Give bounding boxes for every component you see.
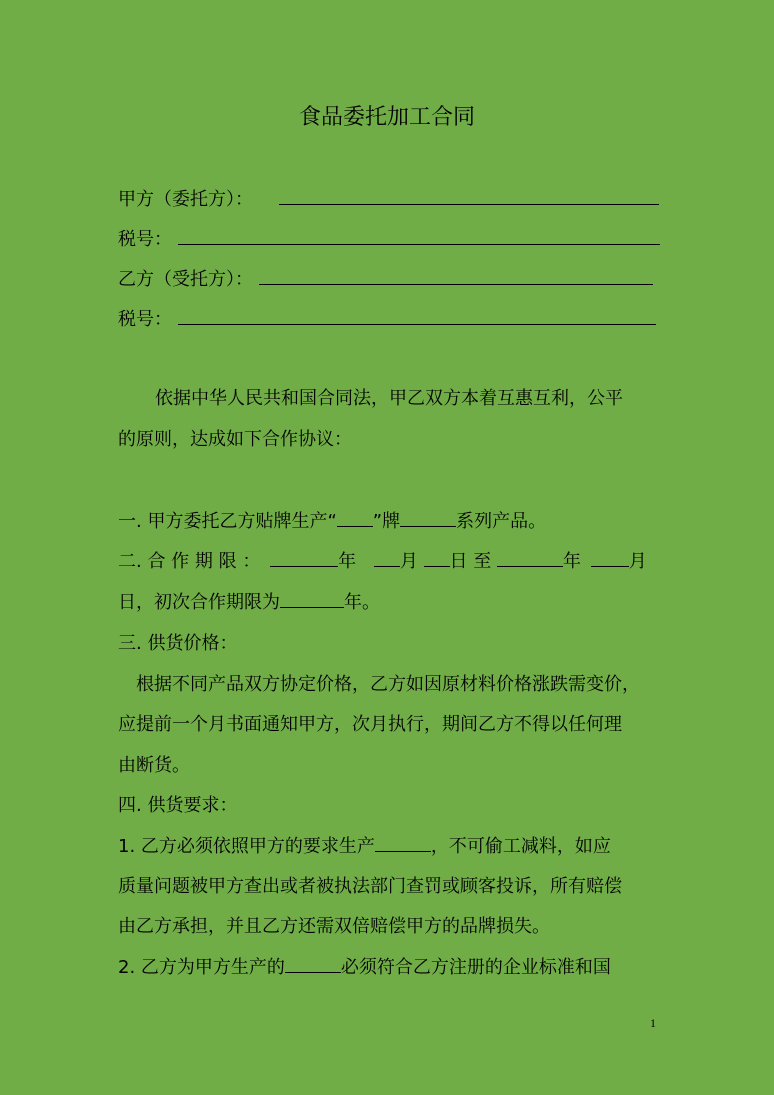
tax-a-row [118,226,660,252]
item-2-prefix: 2. 乙方为甲方生产的 [118,957,285,978]
clause-2-line-2-prefix: 日，初次合作期限为 [118,592,280,613]
party-a-row [118,186,659,212]
party-b-row [118,266,653,292]
party-b-blank[interactable] [259,266,653,285]
item-1-suffix: ，不可偷工减料，如应 [430,836,611,857]
clause-3-line-1: 根据不同产品双方协定价格，乙方如因原材料价格涨跌需变价， [136,674,640,695]
year2-label: 年 [563,551,582,572]
clause-2-line-1 [118,550,647,574]
party-a-blank[interactable] [279,186,659,205]
clause-2-prefix: 二. 合 作 期 限 ： [118,551,261,572]
clause-4-item-1 [118,835,611,859]
clause-3-line-3: 由断货。 [118,755,190,776]
clause-3-heading: 三. 供货价格： [118,633,238,654]
clause-3-line-2: 应提前一个月书面通知甲方，次月执行，期间乙方不得以任何理 [118,714,622,735]
clause-1 [118,510,546,534]
year-label: 年 [338,551,357,572]
tax-b-blank[interactable] [178,306,656,325]
item-1-prefix: 1. 乙方必须依照甲方的要求生产 [118,836,375,857]
item-2-blank[interactable] [285,956,341,973]
term-years-blank[interactable] [280,591,344,608]
product-blank[interactable] [375,835,431,852]
month-label: 月 [399,551,418,572]
contract-title: 食品委托加工合同 [298,105,475,130]
tax-b-label: 税号： [118,309,172,330]
start-month-blank[interactable] [374,550,400,567]
tax-a-label: 税号： [118,229,172,250]
intro-line-2: 的原则，达成如下合作协议： [118,429,352,450]
clause-2-line-2 [118,591,380,615]
month2-label: 月 [628,551,647,572]
clause-1-suffix: 系列产品。 [456,511,547,532]
tax-a-blank[interactable] [178,226,660,245]
tax-b-row [118,306,656,332]
brand-blank[interactable] [337,510,373,527]
clause-2-line-2-suffix: 年。 [344,592,380,613]
series-blank[interactable] [400,510,456,527]
intro-line-1: 依据中华人民共和国合同法，甲乙双方本着互惠互利，公平 [155,388,623,409]
party-a-label: 甲方（委托方）： [118,189,253,210]
clause-4-item-1-line-3: 由乙方承担，并且乙方还需双倍赔偿甲方的品牌损失。 [118,916,550,937]
clause-4-heading: 四. 供货要求： [118,795,238,816]
end-month-blank[interactable] [591,550,629,567]
start-year-blank[interactable] [270,550,338,567]
end-year-blank[interactable] [497,550,563,567]
page-number: 1 [650,1016,656,1030]
clause-1-mid: ”牌 [372,511,401,532]
party-b-label: 乙方（受托方）： [118,269,253,290]
clause-4-item-2 [118,956,611,980]
start-day-blank[interactable] [424,550,450,567]
clause-1-prefix: 一. 甲方委托乙方贴牌生产“ [118,511,337,532]
day-to-label: 日 至 [449,551,492,572]
item-2-suffix: 必须符合乙方注册的企业标准和国 [340,957,611,978]
clause-4-item-1-line-2: 质量问题被甲方查出或者被执法部门查罚或顾客投诉，所有赔偿 [118,876,622,897]
